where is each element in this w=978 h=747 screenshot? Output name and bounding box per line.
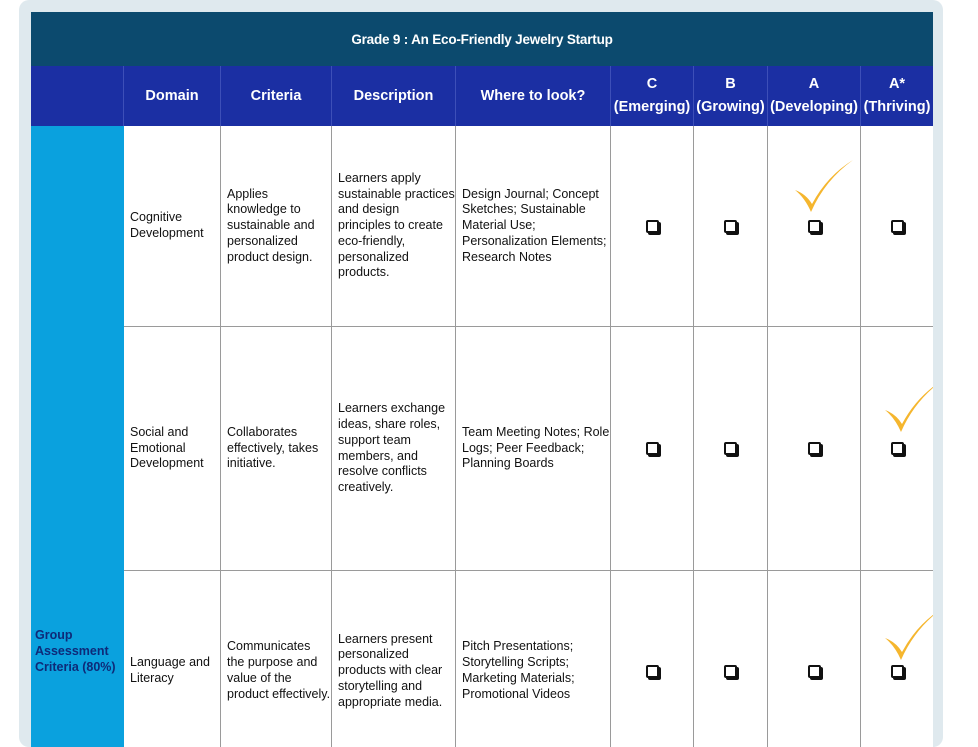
row2-checkbox-a-star-cell [861, 327, 933, 570]
row1-checkbox-b-cell [694, 126, 768, 326]
row2-criteria [221, 327, 332, 570]
row1-checkbox-c-cell [611, 126, 694, 326]
description-text: Learners apply sustainable practices and design principles to create eco-friendly, personalized products. [338, 170, 455, 280]
row2-checkbox-b-cell [694, 327, 768, 570]
level-grade: A [808, 76, 820, 92]
row1-criteria [221, 126, 332, 326]
level-grade: C [646, 76, 658, 92]
checkbox-b[interactable] [724, 220, 737, 233]
row1-where [456, 126, 611, 326]
checkbox-c[interactable] [646, 665, 659, 678]
header-criteria-text: Criteria [250, 87, 302, 104]
header-level-a [768, 66, 861, 126]
row3-criteria [221, 571, 332, 747]
checkbox-b[interactable] [724, 665, 737, 678]
header-description [332, 66, 456, 126]
checkmark-icon [881, 602, 933, 668]
checkbox-a[interactable] [808, 665, 821, 678]
row1-checkbox-a-star-cell [861, 126, 933, 326]
row2-checkbox-c-cell [611, 327, 694, 570]
level-grade: A* [888, 76, 906, 92]
description-text: Learners exchange ideas, share roles, support team members, and resolve conflicts creatively. [338, 401, 446, 495]
checkmark-icon [791, 154, 857, 220]
header-where [456, 66, 611, 126]
header-level-c [611, 66, 694, 126]
row1-domain [124, 126, 221, 326]
criteria-text: Communicates the purpose and value of the product effectively. [227, 639, 331, 701]
header-criteria [221, 66, 332, 126]
row1-description [332, 126, 456, 326]
header-level-a-star [861, 66, 933, 126]
rubric-table [31, 12, 933, 747]
checkbox-a[interactable] [808, 220, 821, 233]
domain-text: Language and Literacy [130, 655, 210, 685]
checkbox-a-star[interactable] [891, 442, 904, 455]
level-label: (Thriving) [863, 99, 931, 115]
checkbox-a[interactable] [808, 442, 821, 455]
where-text: Pitch Presentations; Storytelling Scripts; Marketing Materials; Promotional Videos [462, 639, 575, 701]
description-text: Learners present personalized products with clear storytelling and appropriate media. [338, 631, 443, 709]
level-label: (Growing) [696, 99, 765, 115]
criteria-text: Collaborates effectively, takes initiative. [227, 424, 319, 471]
level-label: (Emerging) [613, 99, 691, 115]
level-label: (Developing) [770, 99, 858, 115]
header-blank [31, 66, 124, 126]
row2-checkbox-a-cell [768, 327, 861, 570]
checkmark-icon [881, 374, 933, 440]
where-text: Team Meeting Notes; Role Logs; Peer Feedback; Planning Boards [462, 424, 610, 471]
row3-domain [124, 571, 221, 747]
group-assessment-label: Group Assessment Criteria (80%) [35, 628, 116, 674]
domain-text: Cognitive Development [130, 210, 204, 240]
row2-domain [124, 327, 221, 570]
row3-where [456, 571, 611, 747]
criteria-text: Applies knowledge to sustainable and personalized product design. [227, 186, 315, 264]
header-domain-text: Domain [145, 87, 199, 104]
header-description-text: Description [353, 87, 434, 104]
row2-description [332, 327, 456, 570]
row3-description [332, 571, 456, 747]
row3-checkbox-a-cell [768, 571, 861, 747]
row3-checkbox-c-cell [611, 571, 694, 747]
header-where-text: Where to look? [480, 87, 586, 104]
table-title: Grade 9 : An Eco-Friendly Jewelry Startup [31, 12, 933, 66]
domain-text: Social and Emotional Development [130, 424, 204, 471]
checkbox-a-star[interactable] [891, 220, 904, 233]
checkbox-c[interactable] [646, 442, 659, 455]
checkbox-b[interactable] [724, 442, 737, 455]
row2-where [456, 327, 611, 570]
header-level-b [694, 66, 768, 126]
level-grade: B [725, 76, 736, 92]
header-domain [124, 66, 221, 126]
where-text: Design Journal; Concept Sketches; Sustainable Material Use; Personalization Elements; Research Notes [462, 186, 607, 264]
checkbox-c[interactable] [646, 220, 659, 233]
row3-checkbox-b-cell [694, 571, 768, 747]
